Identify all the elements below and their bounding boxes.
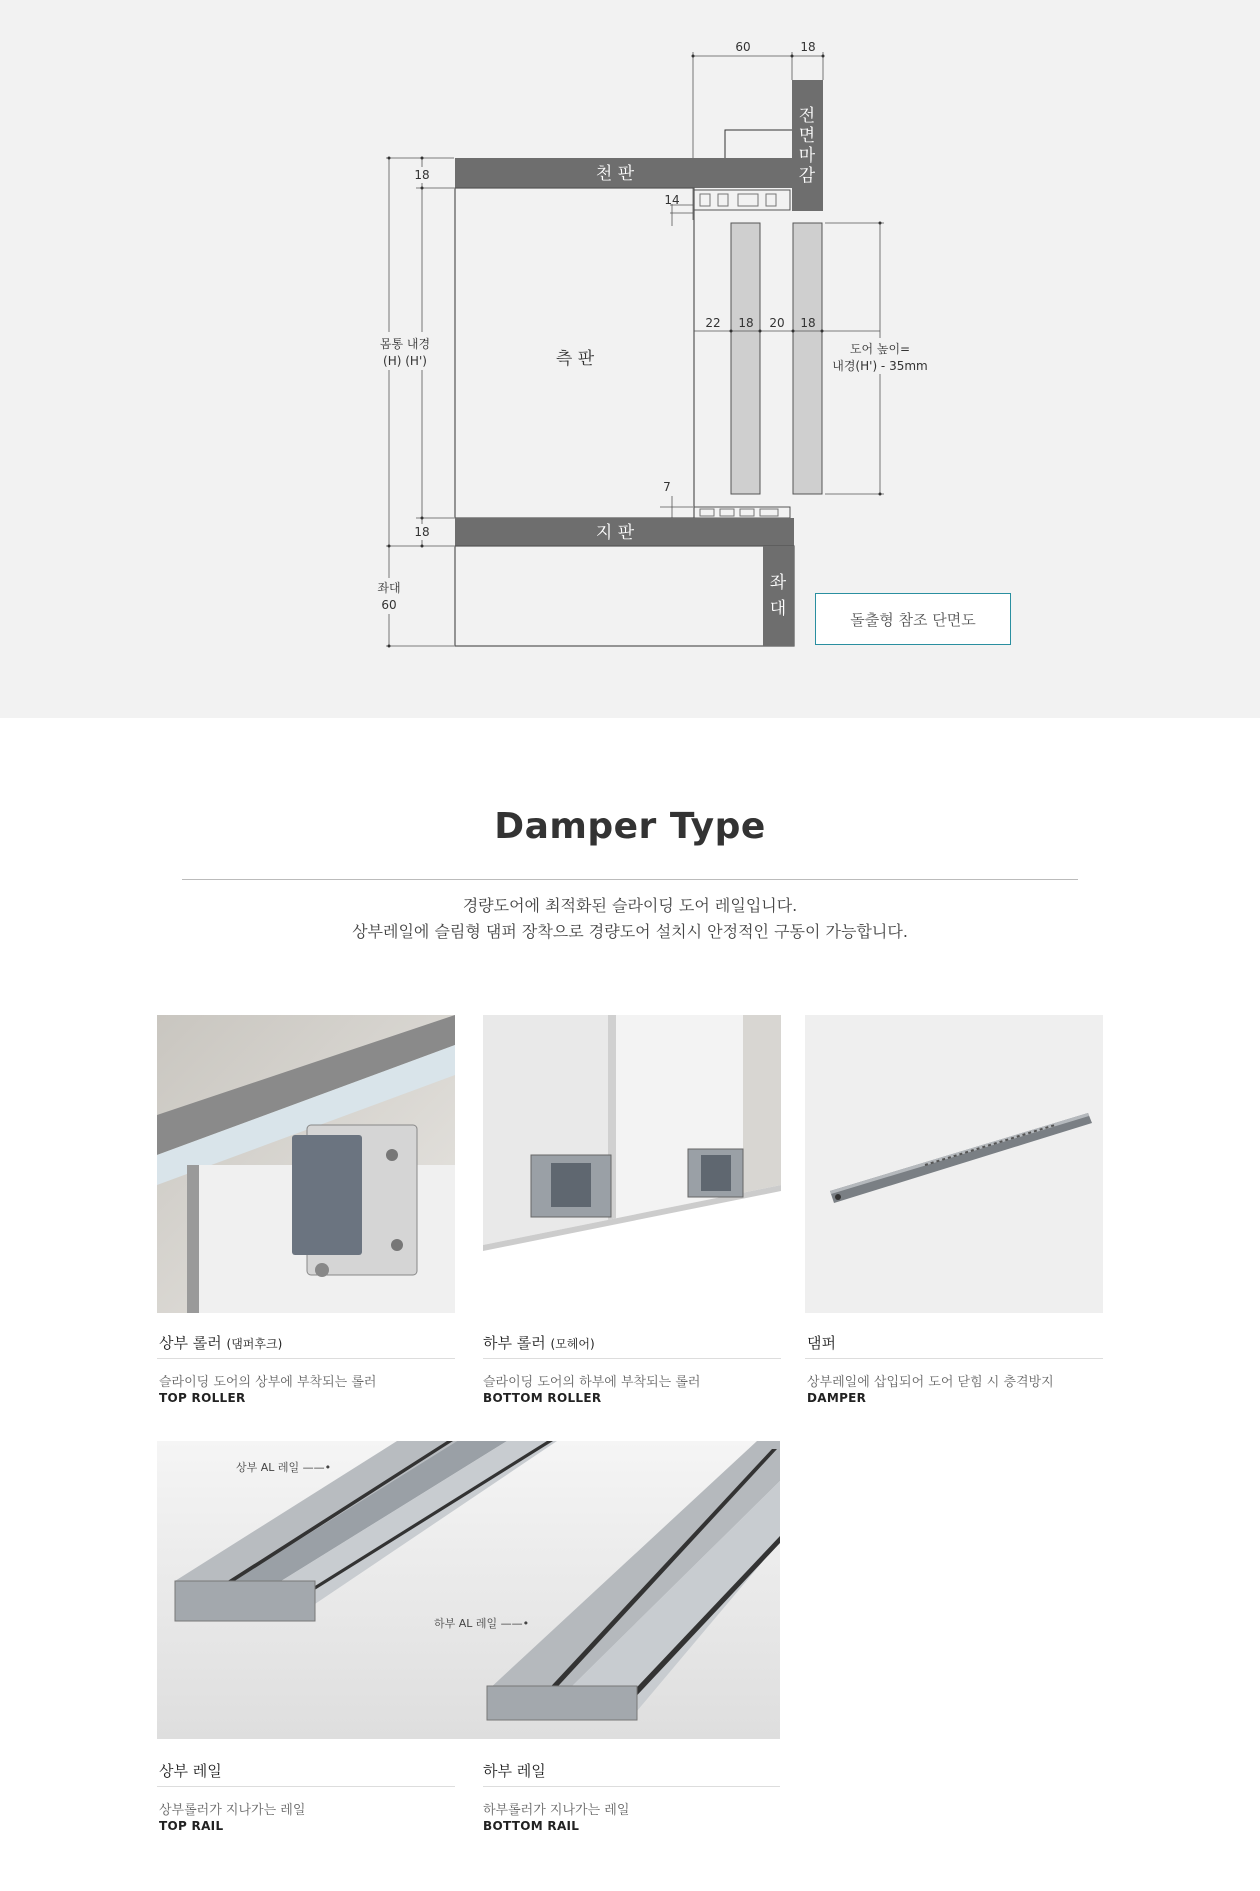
card-title-bottom-rail: 하부 레일 (483, 1762, 546, 1780)
top-roller-image (157, 1015, 455, 1313)
damper-image (805, 1015, 1103, 1313)
door-outer (793, 223, 822, 494)
bottom-panel-label: 지 판 (595, 523, 635, 543)
front-finish-char-4: 감 (798, 166, 816, 186)
top-al-rail-label: 상부 AL 레일 ——• (236, 1461, 332, 1474)
card-title-bottom-roller: 하부 롤러 (모헤어) (483, 1334, 595, 1352)
front-finish-char-2: 면 (798, 126, 816, 146)
card-desc-damper: 상부레일에 삽입되어 도어 닫힘 시 충격방지 (807, 1375, 1054, 1390)
base-height-value: 60 (381, 598, 397, 612)
door-inner (731, 223, 760, 494)
description-line-2: 상부레일에 슬림형 댐퍼 장착으로 경량도어 설치시 안정적인 구동이 가능합니다. (352, 922, 908, 941)
door-height-line-1: 도어 높이= (849, 342, 911, 356)
base-panel-char-1: 좌 (769, 573, 787, 593)
dim-left-18-bottom: 18 (414, 525, 430, 539)
dim-top-18: 18 (800, 40, 816, 54)
card-en-bottom-roller: BOTTOM ROLLER (483, 1391, 602, 1405)
dim-22: 22 (705, 316, 721, 330)
door-height-line-2: 내경(H') - 35mm (832, 359, 928, 373)
base-panel (763, 546, 794, 646)
front-finish-char-3: 마 (798, 146, 816, 166)
diagram-area (0, 0, 1260, 718)
description-line-1: 경량도어에 최적화된 슬라이딩 도어 레일입니다. (462, 896, 798, 915)
card-desc-top-roller: 슬라이딩 도어의 상부에 부착되는 롤러 (159, 1375, 377, 1390)
title-divider (182, 879, 1078, 880)
inner-diameter-label: 몸통 내경 (379, 337, 431, 351)
reference-section-button[interactable]: 돌출형 참조 단면도 (815, 593, 1011, 645)
section-description (0, 893, 1260, 945)
dim-18-a: 18 (738, 316, 754, 330)
card-divider (483, 1786, 780, 1787)
card-divider (483, 1358, 781, 1359)
section-title: Damper Type (494, 806, 766, 847)
card-desc-bottom-roller: 슬라이딩 도어의 하부에 부착되는 롤러 (483, 1375, 701, 1390)
dim-7: 7 (663, 480, 671, 494)
card-desc-top-rail: 상부롤러가 지나가는 레일 (159, 1803, 306, 1818)
side-panel-label: 측 판 (555, 349, 595, 369)
card-title-damper: 댐퍼 (807, 1334, 836, 1352)
card-desc-bottom-rail: 하부롤러가 지나가는 레일 (483, 1803, 630, 1818)
cross-section-diagram (0, 0, 1260, 718)
card-title-top-rail: 상부 레일 (159, 1762, 222, 1780)
bottom-al-rail-label: 하부 AL 레일 ——• (434, 1617, 530, 1630)
base-outline (455, 546, 794, 646)
card-en-bottom-rail: BOTTOM RAIL (483, 1819, 580, 1833)
card-divider (157, 1358, 455, 1359)
card-divider (805, 1358, 1103, 1359)
inner-diameter-sub: (H) (H') (383, 354, 427, 368)
bottom-roller-image (483, 1015, 781, 1313)
dim-20: 20 (769, 316, 785, 330)
rail-image (157, 1441, 780, 1739)
card-en-damper: DAMPER (807, 1391, 867, 1405)
dim-18-b: 18 (800, 316, 816, 330)
card-title-top-roller: 상부 롤러 (댐퍼후크) (159, 1334, 283, 1352)
base-height-label: 좌대 (377, 581, 401, 595)
top-panel-label: 천 판 (595, 164, 635, 184)
dim-14: 14 (664, 193, 680, 207)
dim-left-18-top: 18 (414, 168, 430, 182)
card-divider (157, 1786, 455, 1787)
card-en-top-roller: TOP ROLLER (159, 1391, 246, 1405)
dim-top-60: 60 (735, 40, 751, 54)
base-panel-char-2: 대 (769, 599, 787, 619)
front-finish-char-1: 전 (798, 106, 816, 126)
card-en-top-rail: TOP RAIL (159, 1819, 224, 1833)
